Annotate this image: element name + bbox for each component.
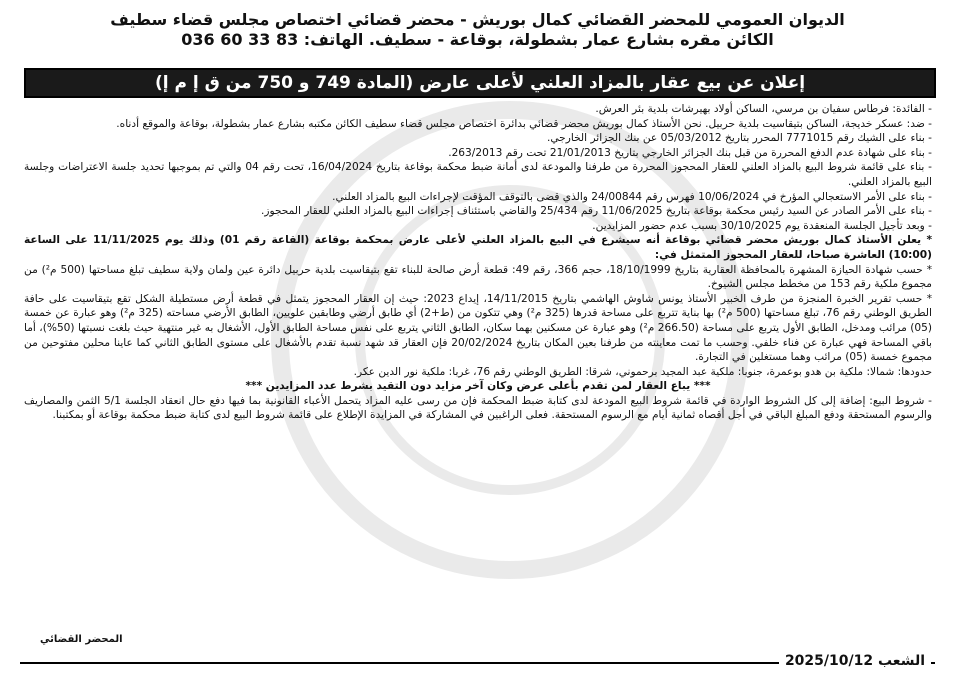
paragraph-postponement: - وبعد تأجيل الجلسة المنعقدة يوم 30/10/2025 بسبب عدم حضور المزايدين. xyxy=(592,219,932,232)
paragraph-auction-announcement: * يعلن الأستاذ كمال بوريش محضر قضائي بوقاعة أنه سيشرع في البيع بالمزاد العلني لأعلى عارض بمحكمة بوقاعة (القاعة رقم 01) وذلك يوم 11/11/2025 على الساعة (10:00) العاشرة صباحا، للعقار المحجوز المتمثل في: xyxy=(24,234,933,261)
footer-publication xyxy=(779,653,931,669)
paragraph-non-payment: - بناء على شهادة عدم الدفع المحررة من قبل بنك الجزائر الخارجي بتاريخ 21/01/2013 تحت رقم 263/2013. xyxy=(448,146,932,159)
paragraph-conditions-list: - بناء على قائمة شروط البيع بالمزاد العلني للعقار المحجوز المحررة من طرفنا والمودعة لدى أمانة ضبط محكمة بوقاعة بتاريخ 16/04/2024، تحت رقم 04 والتي تم بموجبها تحديد جلسة الاعتراضات وجلسة البيع بالمزاد العلني. xyxy=(24,161,932,188)
publication-date: 2025/10/12 xyxy=(784,653,874,669)
paragraph-resumption-order: - بناء على الأمر الصادر عن السيد رئيس محكمة بوقاعة بتاريخ 11/06/2025 رقم 25/434 والقاضي باستئناف إجراءات البيع بالمزاد العلني للعقار المحجوز. xyxy=(260,205,932,218)
notice-title: إعلان عن بيع عقار بالمزاد العلني لأعلى عارض (المادة 749 و 750 من ق إ م إ) xyxy=(154,73,806,93)
notice-body xyxy=(24,102,932,423)
header-office-address: الكائن مقره بشارع عمار بشطولة، بوقاعة - سطيف. الهاتف: 83 33 60 036 xyxy=(181,30,774,49)
header-office-title: الديوان العمومي للمحضر القضائي كمال بوريش - محضر قضائي اختصاص مجلس قضاء سطيف xyxy=(110,10,845,29)
paragraph-suspension-order: - بناء على الأمر الاستعجالي المؤرخ في 10/06/2024 فهرس رقم 24/00844 والذي قضى بالتوقف المؤقت لإجراءات البيع بالمزاد العلني. xyxy=(332,190,932,203)
notice-title-banner xyxy=(24,68,936,98)
paragraph-creditor: - الفائدة: فرطاس سفيان بن مرسي، الساكن أولاد بهيرشات بلدية بئر العرش. xyxy=(595,103,932,115)
paragraph-boundaries: حدودها: شمالا: ملكية بن هدو بوعمرة، جنوبا: ملكية عبد المجيد برحموني، شرقا: الطريق الوطني رقم 76، غربا: ملكية نور الدين عكر. xyxy=(353,365,932,378)
newspaper-name: الشعب xyxy=(877,653,925,669)
paragraph-property-certificate: * حسب شهادة الحيازة المشهرة بالمحافظة العقارية بتاريخ 18/10/1999، حجم 366، رقم 49: قطعة أرض صالحة للبناء تقع بتيقاسيت بلدية حربيل دائرة عين ولمان ولاية سطيف تبلغ مساحتها (500 م²) من مجموع ملكية رقم 153 من مخطط مجلس الشيوخ. xyxy=(24,263,932,291)
paragraph-sale-rule: *** يباع العقار لمن تقدم بأعلى عرض وكان آخر مزايد دون التقيد بشرط عدد المزايدين *** xyxy=(245,380,711,393)
paragraph-cheque: - بناء على الشيك رقم 7771015 المحرر بتاريخ 05/03/2012 عن بنك الجزائر الخارجي. xyxy=(546,132,932,145)
paragraph-expert-report: * حسب تقرير الخبرة المنجزة من طرف الخبير الأستاذ يونس شاوش الهاشمي بتاريخ 14/11/2015، إيداع 2023: حيث إن العقار المحجوز يتمثل في قطعة أرض مستطيلة الشكل تقع بتيقاسيت على حافة الطريق الوطني رقم 76، تبلغ مساحتها (500 م²) بها بناية تتربع على مساحة قدرها (325 م²) وهي تتكون من (ط+2) أي طابق أرضي وطابقين علويين، الطابق الأرضي مساحته (325 م²) وهو عبارة عن خمسة (05) مرائب ومدخل، الطابق الأول يتربع على مساحة (266.50 م²) وهو عبارة عن مسكنين بهما سكان، الطابق الثاني يتربع على نفس مساحة الطابق الأول، الأشغال به غير منتهية حيث بلغت نسبتها (50%)، أما باقي المساحة فهي عبارة عن فناء خلفي. وحسب ما تمت معاينته من طرفنا بعين المكان بتاريخ 20/02/2024 فإن العقار قد شهد نسبة تقدم بالأشغال على مستوى الطابق الثاني كما عاينا محلين مفتوحين من مجموع خمسة (05) مرائب وهما مستغلين في التجارة. xyxy=(24,292,932,364)
paragraph-debtor: - ضد: عسكر خديجة، الساكن بتيقاسيت بلدية حربيل. نحن الأستاذ كمال بوريش محضر قضائي بدائرة اختصاص مجلس قضاء سطيف الكائن مكتبه بشارع عمار بشطولة، بوقاعة والموقع أدناه. xyxy=(116,117,932,130)
bailiff-signature: المحضر القضائي xyxy=(40,634,123,645)
paragraph-sale-conditions: - شروط البيع: إضافة إلى كل الشروط الواردة في قائمة شروط البيع المودعة لدى كتابة ضبط المحكمة فإن من رسى عليه المزاد يتحمل الأعباء القانونية بما فيها دفع حال انعقاد الجلسة 5/1 الثمن والمصاريف والرسوم المستحقة ودفع المبلغ الباقي في أجل أقصاه ثمانية أيام مع الرسوم المستحقة. فعلى الراغبين في المشاركة في المزايدة الإطلاع على قائمة شروط البيع لدى كتابة ضبط محكمة بوقاعة أو بمكتبنا. xyxy=(24,394,932,422)
